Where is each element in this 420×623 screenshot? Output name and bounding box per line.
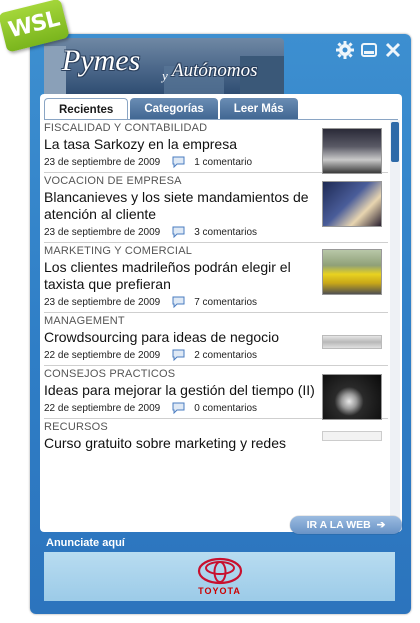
ad-label: Anunciate aquí (46, 537, 125, 549)
scrollbar-thumb[interactable] (391, 122, 399, 162)
snow-white-image[interactable] (322, 181, 382, 227)
article-category[interactable]: MARKETING Y COMERCIAL (44, 245, 193, 257)
article-comments[interactable]: 7 comentarios (194, 296, 258, 308)
article-date: 23 de septiembre de 2009 (44, 226, 161, 238)
comment-icon (172, 402, 185, 414)
close-icon[interactable] (383, 40, 403, 60)
logo-title: Pymes (62, 44, 141, 77)
article-title[interactable]: Los clientes madrileños podrán elegir el taxista que prefieran (44, 259, 291, 292)
tab-bar (44, 98, 298, 120)
logo-subtitle: Autónomos (172, 60, 258, 81)
article-title[interactable]: Curso gratuito sobre marketing y redes (44, 435, 286, 451)
go-to-web-label: IR A LA WEB (306, 519, 371, 531)
list-item[interactable] (44, 173, 388, 243)
arrow-right-icon: ➔ (373, 519, 386, 531)
content-panel (40, 94, 402, 532)
list-item[interactable] (44, 243, 388, 313)
article-category[interactable]: RECURSOS (44, 421, 108, 433)
ad-brand-text: TOYOTA (198, 586, 241, 596)
article-title[interactable]: Ideas para mejorar la gestión del tiempo (II) (44, 382, 315, 398)
article-comments[interactable]: 1 comentario (194, 156, 253, 168)
article-date: 23 de septiembre de 2009 (44, 296, 161, 308)
wsl-badge: WSL (0, 0, 70, 53)
comment-icon (172, 296, 185, 308)
document-image[interactable] (322, 431, 382, 441)
window-controls (335, 40, 403, 60)
article-comments[interactable]: 0 comentarios (194, 402, 258, 414)
minimize-icon[interactable] (359, 40, 379, 60)
article-date: 23 de septiembre de 2009 (44, 156, 161, 168)
article-title[interactable]: Crowdsourcing para ideas de negocio (44, 329, 280, 345)
toyota-logo-icon (197, 557, 243, 585)
article-comments[interactable]: 2 comentarios (194, 349, 258, 361)
comment-icon (172, 226, 185, 238)
article-category[interactable]: FISCALIDAD Y CONTABILIDAD (44, 122, 208, 134)
gadget-window (30, 34, 411, 614)
list-item[interactable] (44, 419, 388, 456)
article-category[interactable]: MANAGEMENT (44, 315, 125, 327)
article-comments[interactable]: 3 comentarios (194, 226, 258, 238)
article-date: 22 de septiembre de 2009 (44, 402, 161, 414)
tab-leer-mas[interactable]: Leer Más (220, 98, 298, 120)
list-scrollbar[interactable] (390, 120, 400, 528)
article-date: 22 de septiembre de 2009 (44, 349, 161, 361)
comment-icon (172, 349, 185, 361)
comment-icon (172, 156, 185, 168)
list-item[interactable] (44, 120, 388, 173)
taxi-image[interactable] (322, 249, 382, 295)
logo-conjunction: y (162, 68, 168, 83)
ad-banner[interactable] (44, 552, 395, 601)
watch-image[interactable] (322, 374, 382, 420)
list-item[interactable] (44, 366, 388, 419)
gear-icon[interactable] (335, 40, 355, 60)
website-screenshot-image[interactable] (322, 335, 382, 349)
article-title[interactable]: Blancanieves y los siete mandamientos de atención al cliente (44, 189, 309, 222)
go-to-web-button[interactable] (290, 516, 402, 534)
article-category[interactable]: VOCACION DE EMPRESA (44, 175, 182, 187)
smokestacks-image[interactable] (322, 128, 382, 174)
header-banner (44, 38, 284, 94)
article-title[interactable]: La tasa Sarkozy en la empresa (44, 136, 237, 152)
article-category[interactable]: CONSEJOS PRACTICOS (44, 368, 176, 380)
list-item[interactable] (44, 313, 388, 366)
article-list (44, 120, 388, 528)
tab-recientes[interactable]: Recientes (44, 98, 128, 120)
tab-categorias[interactable]: Categorías (130, 98, 217, 120)
